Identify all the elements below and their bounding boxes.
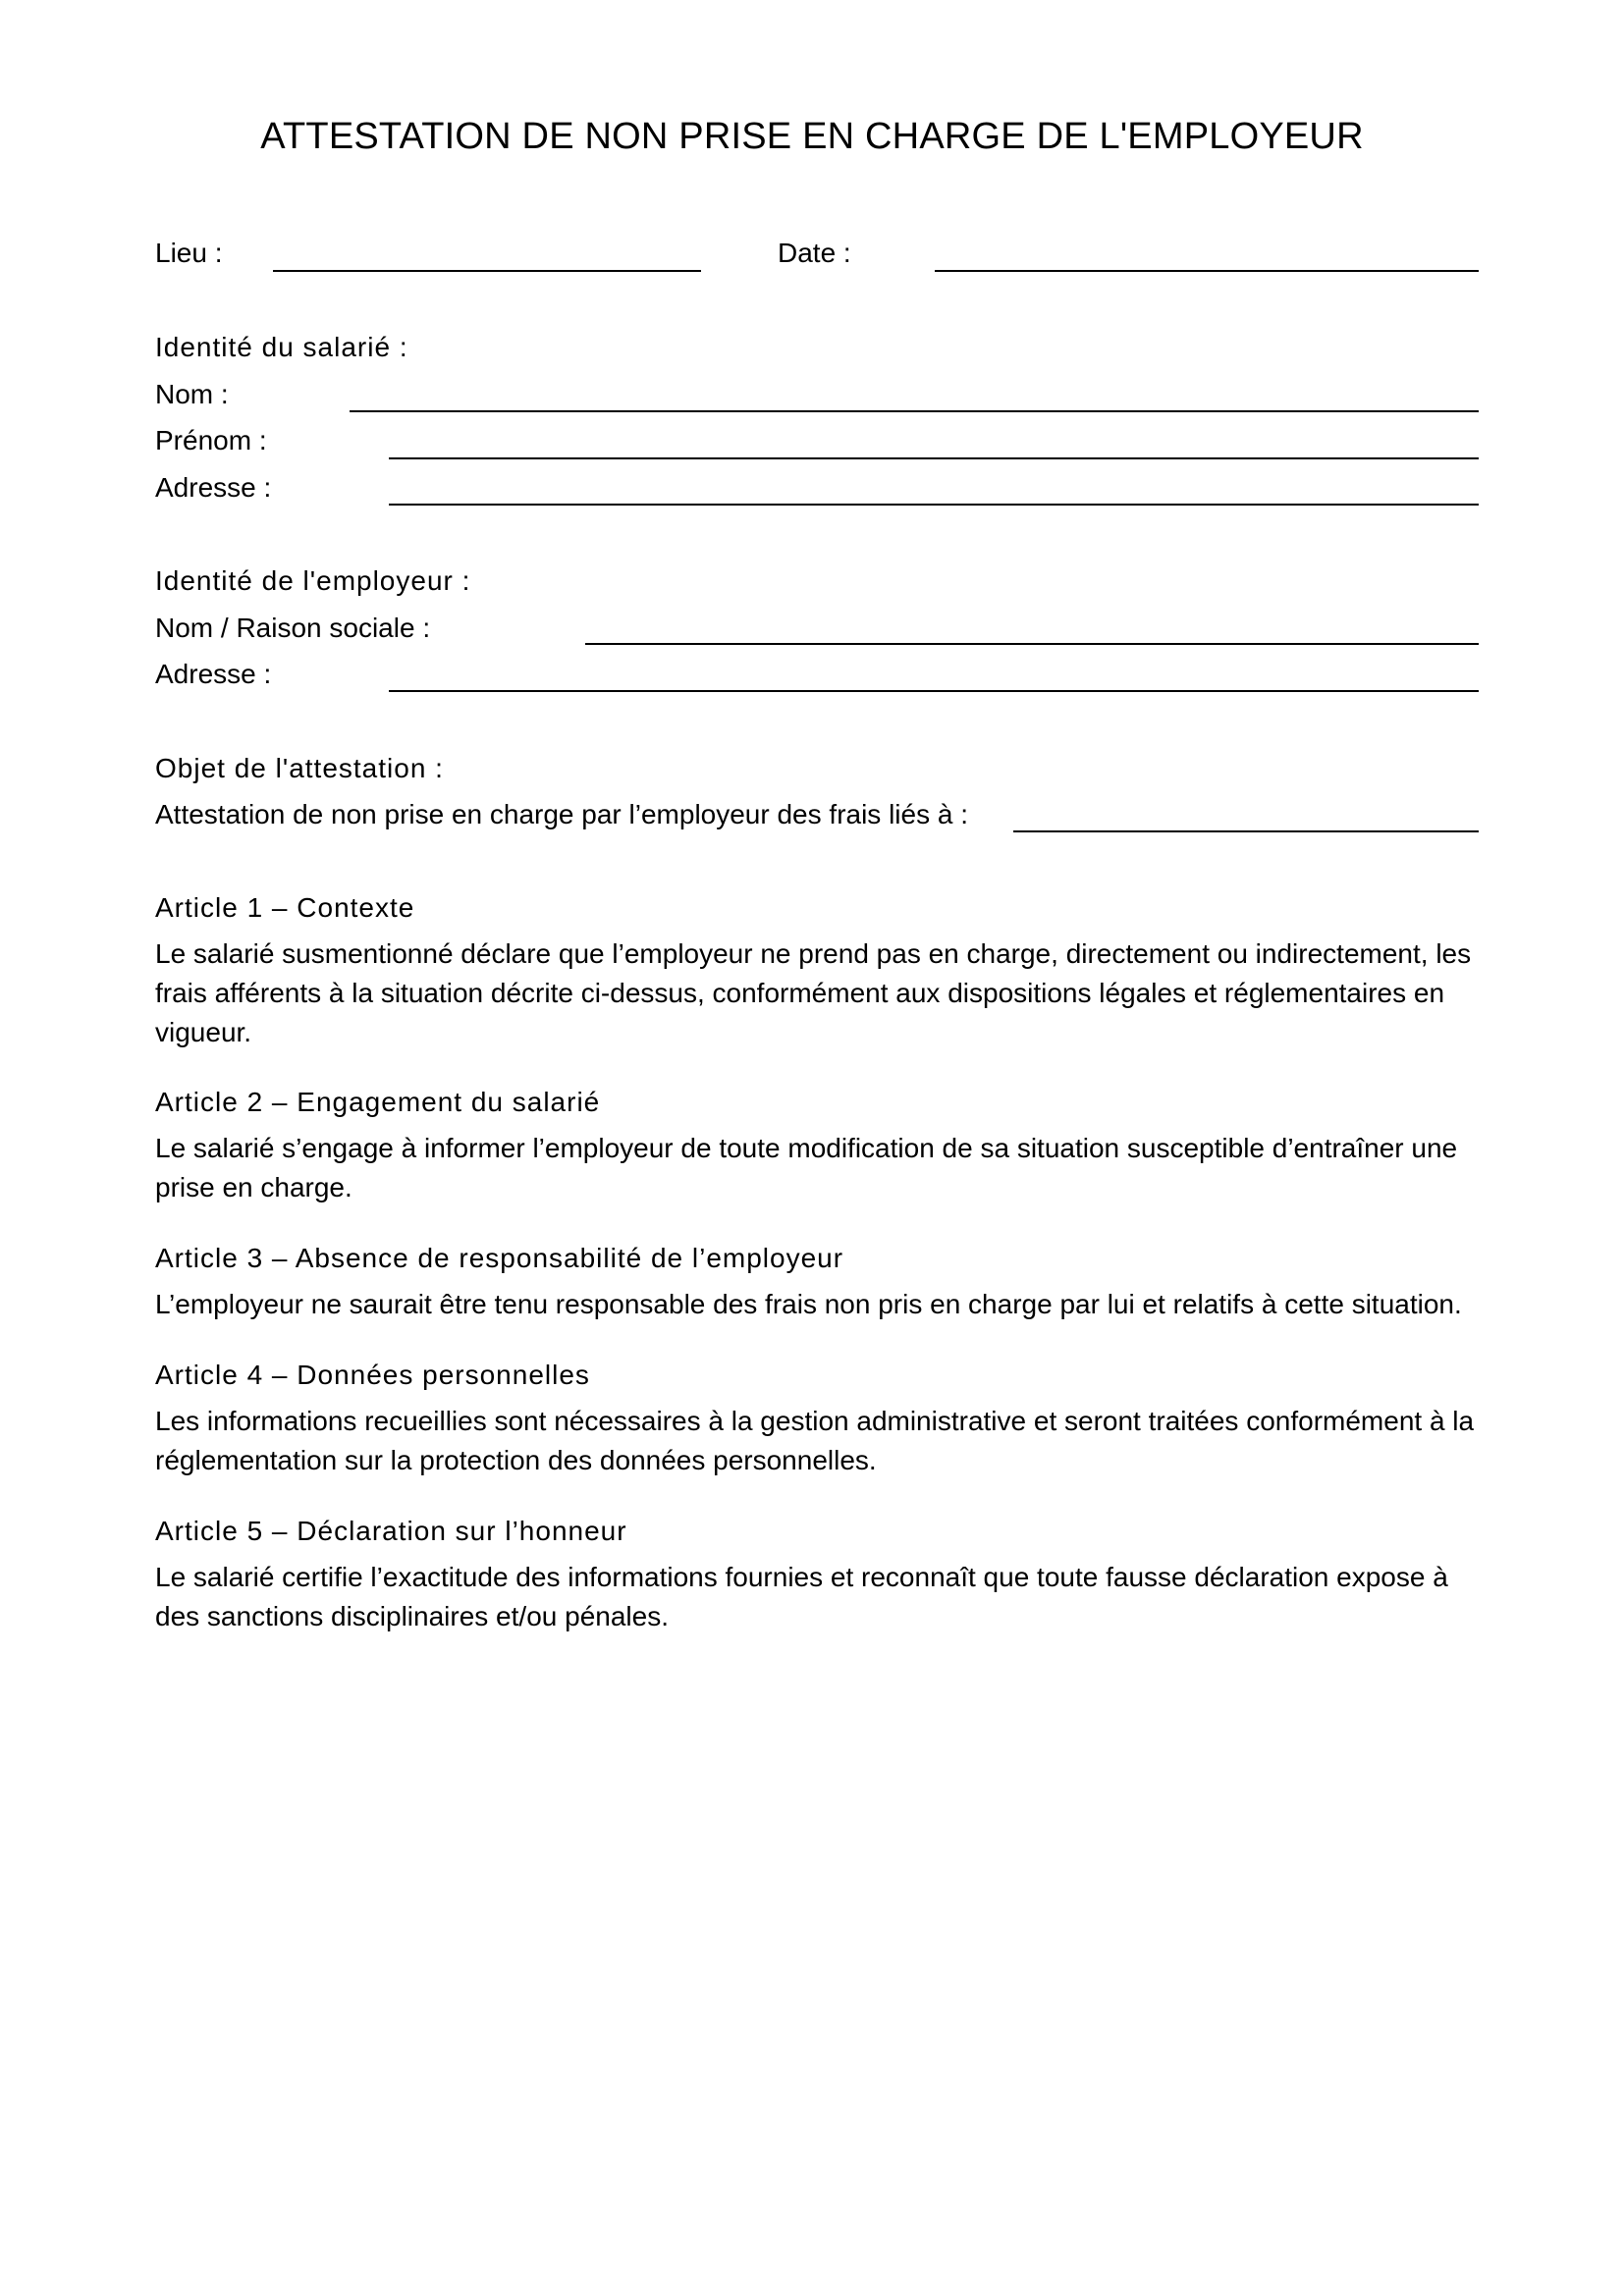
employeur-adresse-input-line[interactable] [389, 690, 1479, 692]
article-3-body: L’employeur ne saurait être tenu responsable des frais non pris en charge par lui et relatifs à cette situation. [155, 1289, 1462, 1319]
article-5-body: Le salarié certifie l’exactitude des informations fournies et reconnaît que toute fausse déclaration expose à des sanctions disciplinaires et/ou pénales. [155, 1562, 1448, 1631]
employeur-raison-input-line[interactable] [585, 643, 1479, 645]
article-2-body: Le salarié s’engage à informer l’employeur de toute modification de sa situation susceptible d’entraîner une prise en charge. [155, 1133, 1458, 1202]
lieu-input-line[interactable] [273, 270, 701, 272]
article-3-heading: Article 3 – Absence de responsabilité de l’employeur [155, 1243, 844, 1273]
objet-text: Attestation de non prise en charge par l’employeur des frais liés à : [155, 799, 969, 829]
date-input-line[interactable] [935, 270, 1479, 272]
date-label: Date : [778, 238, 851, 268]
salarie-prenom-input-line[interactable] [389, 457, 1479, 459]
salarie-prenom-label: Prénom : [155, 425, 267, 455]
article-4-heading: Article 4 – Données personnelles [155, 1360, 590, 1390]
article-4-body: Les informations recueillies sont nécessaires à la gestion administrative et seront traitées conformément à la réglementation sur la protection des données personnelles. [155, 1406, 1475, 1475]
employeur-heading: Identité de l'employeur : [155, 565, 471, 596]
article-2-heading: Article 2 – Engagement du salarié [155, 1087, 601, 1117]
salarie-heading: Identité du salarié : [155, 332, 408, 362]
lieu-label: Lieu : [155, 238, 223, 268]
employeur-adresse-label: Adresse : [155, 659, 272, 689]
objet-frais-input-line[interactable] [1013, 830, 1479, 832]
document-title: ATTESTATION DE NON PRISE EN CHARGE DE L'EMPLOYEUR [260, 116, 1364, 157]
salarie-adresse-label: Adresse : [155, 472, 272, 503]
salarie-adresse-input-line[interactable] [389, 504, 1479, 506]
salarie-nom-label: Nom : [155, 379, 229, 409]
objet-heading: Objet de l'attestation : [155, 753, 444, 783]
salarie-nom-input-line[interactable] [350, 410, 1479, 412]
article-5-heading: Article 5 – Déclaration sur l’honneur [155, 1516, 627, 1546]
article-1-body: Le salarié susmentionné déclare que l’employeur ne prend pas en charge, directement ou indirectement, les frais afférents à la situation décrite ci-dessus, conformément aux dispositions légales et réglementaires en vigueur. [155, 938, 1472, 1047]
article-1-heading: Article 1 – Contexte [155, 892, 415, 923]
employeur-raison-label: Nom / Raison sociale : [155, 613, 431, 643]
